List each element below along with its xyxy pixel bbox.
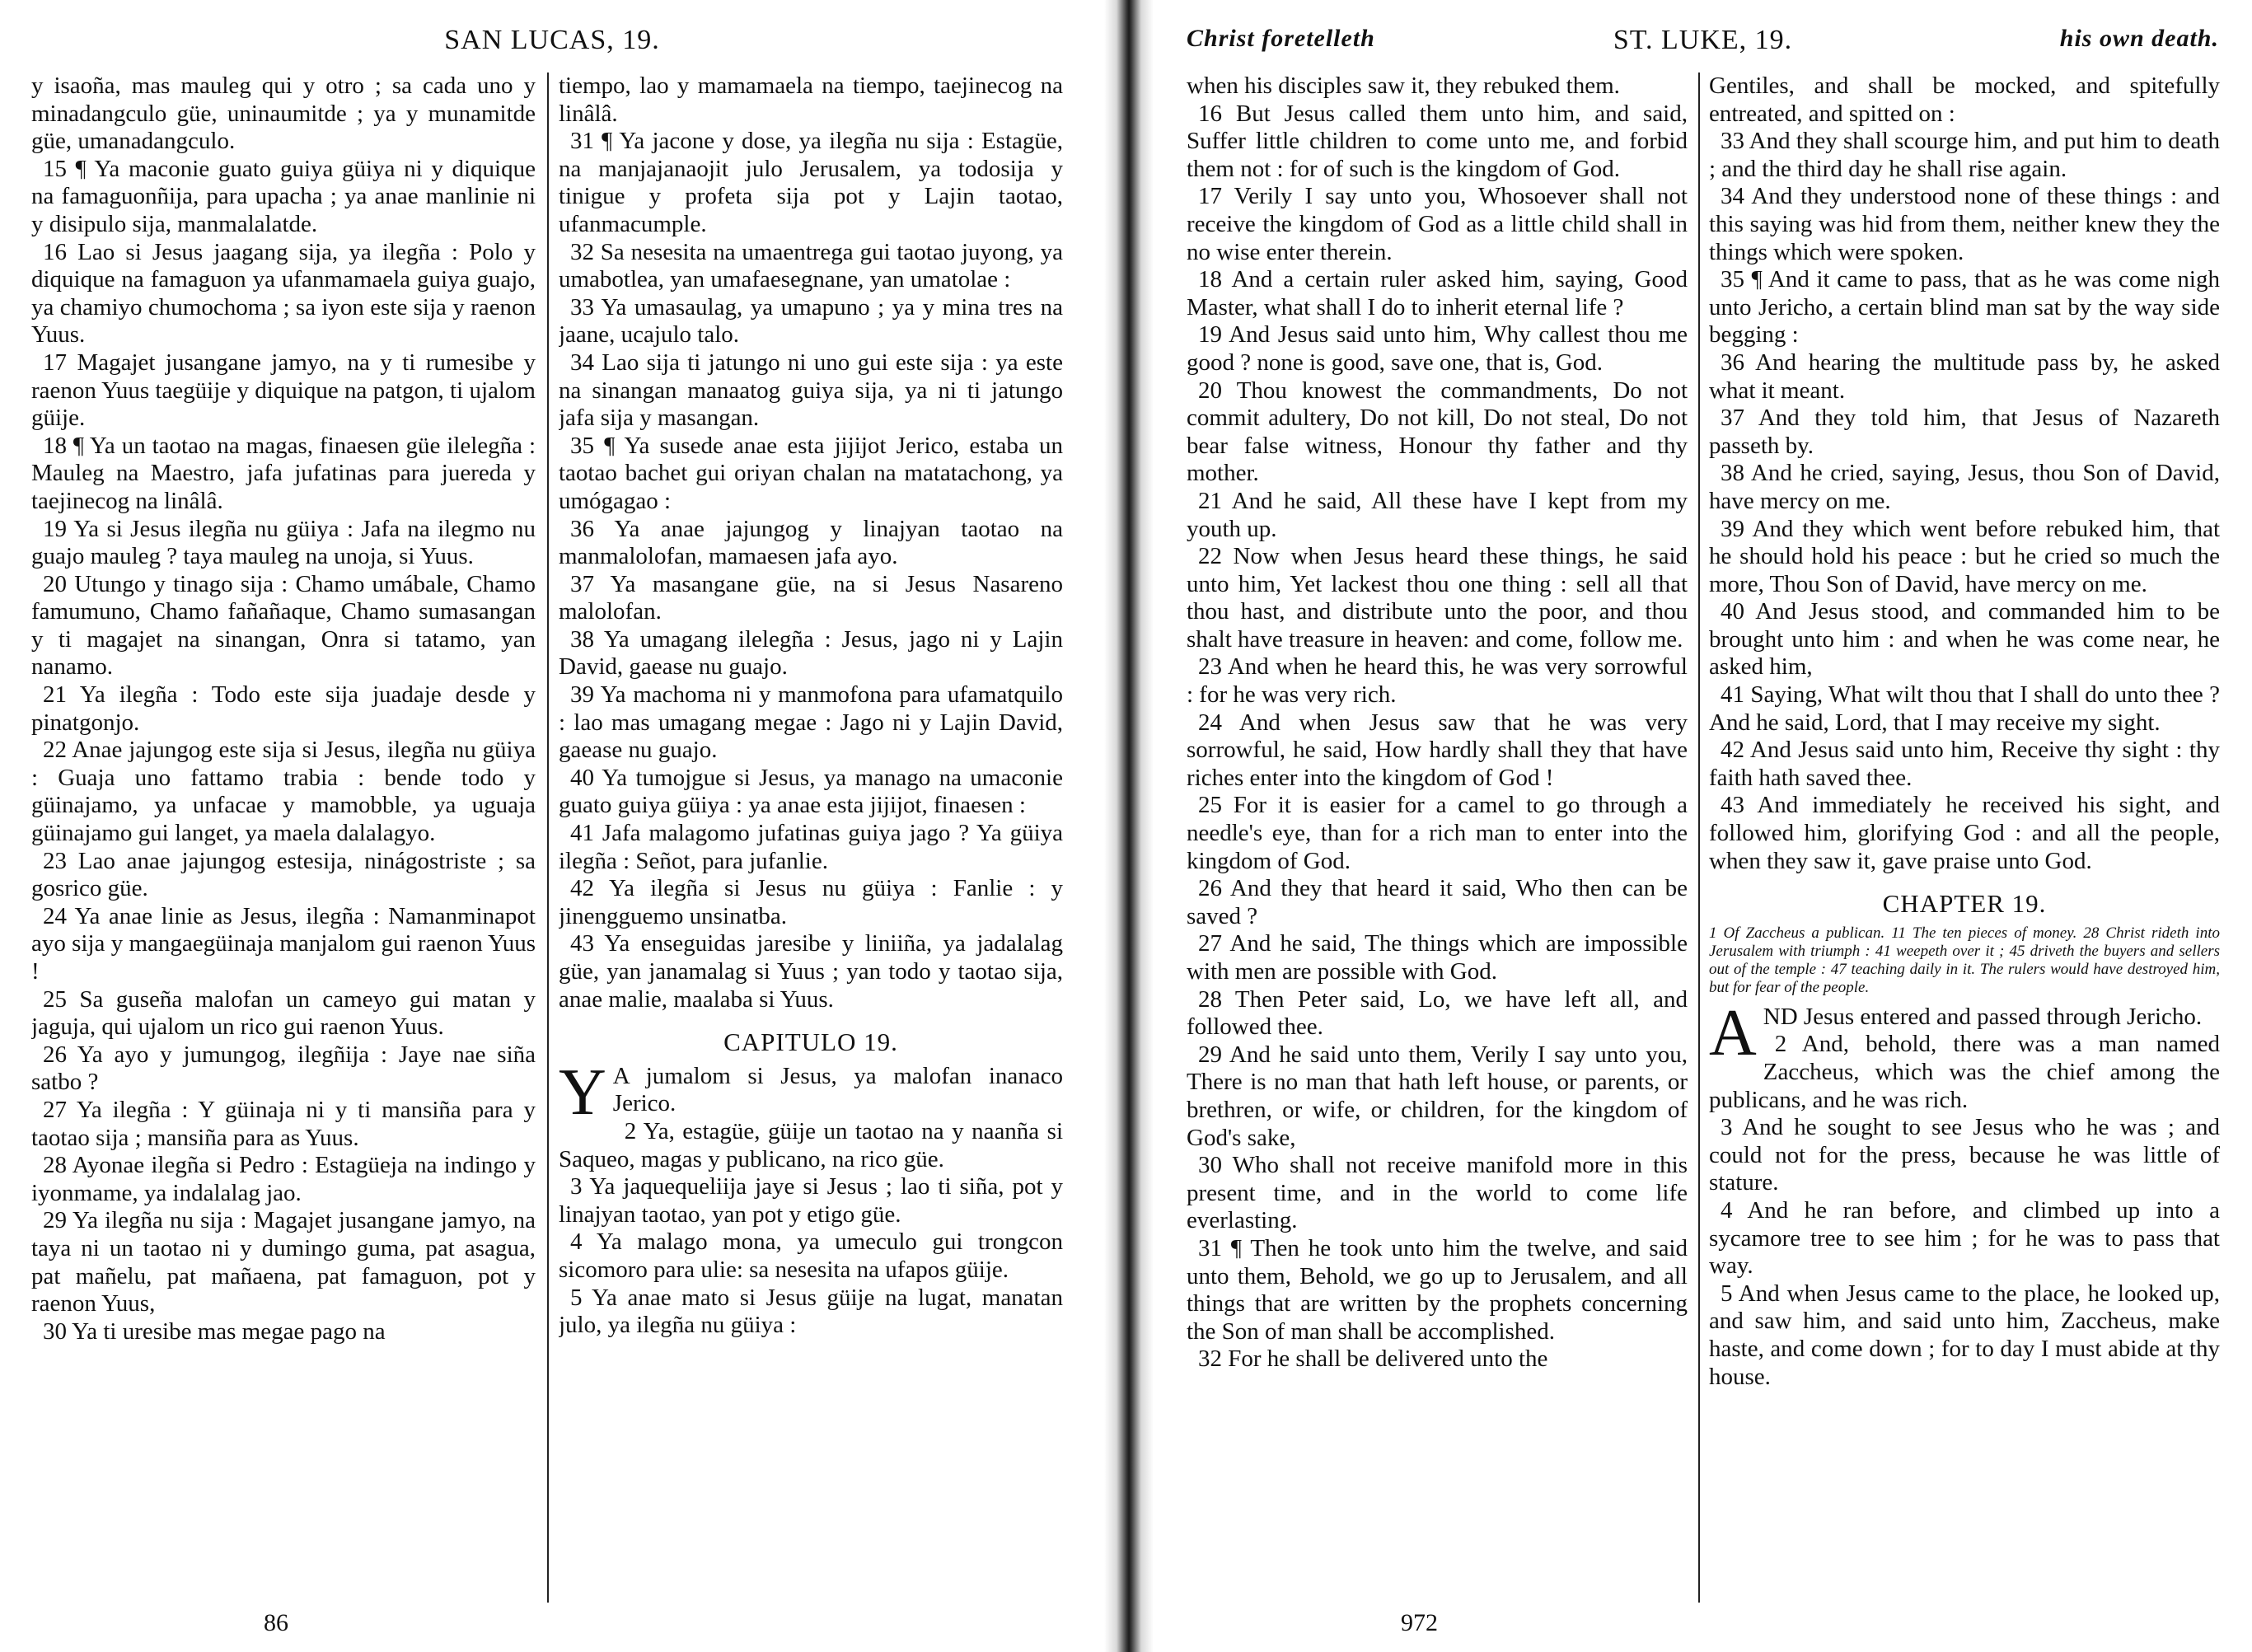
verse: 38 And he cried, saying, Jesus, thou Son of David, have mercy on me. [1709,460,2220,514]
left-column-2-chapter-verses [559,1118,1063,1340]
verse: 18 And a certain ruler asked him, saying, Good Master, what shall I do to inherit eternal life ? [1187,266,1688,321]
verse: 2 And, behold, there was a man named Zaccheus, which was the chief among the publicans, and he was rich. [1709,1031,2220,1113]
right-page-number: 972 [1401,1609,1438,1636]
verse: 38 Ya umagang ilelegña : Jesus, jago ni y Lajin David, gaease nu guajo. [559,625,1063,681]
verse: 37 Ya masangane güe, na si Jesus Nasareno malolofan. [559,570,1063,625]
verse: 29 And he said unto them, Verily I say unto you, There is no man that hath left house, or parents, or brethren, or wife, or children, for the kingdom of God's sake, [1187,1041,1688,1151]
right-dropcap: A [1709,996,1757,1069]
verse: 18 ¶ Ya un taotao na magas, finaesen güe ilelegña : Mauleg na Maestro, jafa jufatinas para juereda y taejinecog na linâlâ. [31,432,536,514]
left-column-2-verses [559,73,1063,1013]
verse: 27 And he said, The things which are impossible with men are possible with God. [1187,930,1688,985]
right-page [1154,0,2252,1652]
verse: 22 Anae jajungog este sija si Jesus, ilegña nu güiya : Guaja uno fattamo trabia : bende todo y güinajamo, ya unfacae y mamobble, ya uguaja güinajamo gui langet, ya maela dalalagyo. [31,737,536,847]
verse: 28 Then Peter said, Lo, we have left all, and followed thee. [1187,985,1688,1041]
verse: 15 ¶ Ya maconie guato guiya güiya ni y diquique na famaguonñija, para upacha ; ya anae manlinie ni y disipulo sija, manmalalatde. [31,155,536,237]
book-gutter [1104,0,1154,1652]
verse: 5 And when Jesus came to the place, he looked up, and saw him, and said unto him, Zaccheus, make haste, and come down ; for to day I must abide at thy house. [1709,1280,2220,1390]
right-column-2-verses [1709,73,2220,875]
left-page [0,0,1104,1652]
verse: 36 Ya anae jajungog y linajyan taotao na manmalolofan, mamaesen jafa ayo. [559,515,1063,570]
verse: 32 Sa nesesita na umaentrega gui taotao juyong, ya umabotlea, yan umafaesegnane, yan umatolae : [559,238,1063,293]
verse: 34 Lao sija ti jatungo ni uno gui este sija : ya este na sinangan manaatog guiya sija, ya ni ti jatungo jafa sija y masangan. [559,349,1063,432]
left-dropcap: Y [559,1055,606,1129]
verse: 30 Who shall not receive manifold more in this present time, and in the world to come life everlasting. [1187,1152,1688,1234]
verse: 4 And he ran before, and climbed up into a sycamore tree to see him ; for he was to pass that way. [1709,1196,2220,1280]
verse: 23 And when he heard this, he was very sorrowful : for he was very rich. [1187,653,1688,709]
right-column-1 [1187,73,1688,1603]
verse: 34 And they understood none of these things : and this saying was hid from them, neither knew they the things which were spoken. [1709,183,2220,265]
left-chapter-heading: CAPITULO 19. [723,1027,898,1057]
left-column-rule [547,73,549,1603]
verse: 3 Ya jaquequeliija jaye si Jesus ; lao ti siña, pot y linajyan taotao, yan pot y etigo güe. [559,1173,1063,1228]
verse: 35 ¶ And it came to pass, that as he was come nigh unto Jericho, a certain blind man sat by the way side begging : [1709,266,2220,349]
verse: 24 And when Jesus saw that he was very sorrowful, he said, How hardly shall they that have riches enter into the kingdom of God ! [1187,709,1688,791]
verse: 40 And Jesus stood, and commanded him to be brought unto him : and when he was come near, he asked him, [1709,598,2220,681]
verse: 41 Saying, What wilt thou that I shall do unto thee ? And he said, Lord, that I may receive my sight. [1709,681,2220,736]
verse: 5 Ya anae mato si Jesus güije na lugat, manatan julo, ya ilegña nu güiya : [559,1284,1063,1339]
verse: 20 Thou knowest the commandments, Do not commit adultery, Do not kill, Do not steal, Do not bear false witness, Honour thy father and thy mother. [1187,377,1688,487]
verse: 17 Magajet jusangane jamyo, na y ti rumesibe y raenon Yuus taegüije y diquique na patgon, ti ujalom güije. [31,349,536,432]
left-column-1 [31,73,536,1603]
verse: 40 Ya tumojgue si Jesus, ya manago na umaconie guato guiya güiya : ya anae esta jijijot, finaesen : [559,764,1063,819]
verse: 17 Verily I say unto you, Whosoever shall not receive the kingdom of God as a little child shall in no wise enter therein. [1187,183,1688,265]
verse: 42 And Jesus said unto him, Receive thy sight : thy faith hath saved thee. [1709,737,2220,791]
verse: 33 Ya umasaulag, ya umapuno ; ya y mina tres na jaane, ucajulo talo. [559,293,1063,349]
verse: 2 Ya, estagüe, güije un taotao na y naanña si Saqueo, magas y publicano, na rico güe. [559,1117,1063,1172]
verse: 26 And they that heard it said, Who then can be saved ? [1187,875,1688,929]
verse: 29 Ya ilegña nu sija : Magajet jusangane jamyo, na taya ni un taotao ni y dumingo guma, pat asagua, pat mañelu, pat mañaena, pat famaguon, pot y raenon Yuus, [31,1207,536,1317]
verse: 42 Ya ilegña si Jesus nu güiya : Fanlie : y jinengguemo unsinatba. [559,875,1063,929]
verse: 25 For it is easier for a camel to go through a needle's eye, than for a rich man to enter into the kingdom of God. [1187,792,1688,874]
right-header-left: Christ foretelleth [1187,25,1375,52]
verse: Gentiles, and shall be mocked, and spitefully entreated, and spitted on : [1709,73,2220,127]
verse: 31 ¶ Ya jacone y dose, ya ilegña nu sija : Estagüe, na manjajanaojit julo Jerusalem, ya todosija y tinigue y profeta sija pot y Lajin taotao, ufanmacumple. [559,128,1063,237]
verse: 43 And immediately he received his sight, and followed him, glorifying God : and all the people, when they saw it, gave praise unto God. [1709,792,2220,874]
verse: 43 Ya enseguidas jaresibe y liniiña, ya jadalalag güe, yan janamalag si Yuus ; yan todo y taotao sija, anae malie, maalaba si Yuus. [559,930,1063,1013]
verse: 20 Utungo y tinago sija : Chamo umábale, Chamo famumuno, Chamo fañañaque, Chamo sumasangan y ti magajet na sinangan, Onra si tatamo, yan nanamo. [31,570,536,681]
verse: 30 Ya ti uresibe mas megae pago na [43,1317,386,1345]
verse: 33 And they shall scourge him, and put him to death ; and the third day he shall rise again. [1709,128,2220,182]
right-column-2-chapter-verses [1709,1031,2220,1391]
verse: 26 Ya ayo y jumungog, ilegñija : Jaye nae siña satbo ? [31,1041,536,1096]
right-header-right: his own death. [2059,25,2219,52]
verse: 37 And they told him, that Jesus of Nazareth passeth by. [1709,405,2220,459]
verse: 36 And hearing the multitude pass by, he asked what it meant. [1709,349,2220,404]
verse: 16 But Jesus called them unto him, and said, Suffer little children to come unto me, and forbid them not : for of such is the kingdom of God. [1187,100,1688,182]
left-page-header [0,25,1104,66]
left-page-number: 86 [264,1609,288,1636]
left-column-2 [559,73,1063,1603]
verse: 31 ¶ Then he took unto him the twelve, and said unto them, Behold, we go up to Jerusalem, and all things that are written by the prophets concerning the Son of man shall be accomplished. [1187,1234,1688,1345]
verse: 22 Now when Jesus heard these things, he said unto him, Yet lackest thou one thing : sell all that thou hast, and distribute unto the poor, and thou shalt have treasure in heaven: and come, follow me. [1187,543,1688,653]
right-running-title: ST. LUKE, 19. [1613,25,1793,55]
verse: 39 And they which went before rebuked him, that he should hold his peace : but he cried so much the more, Thou Son of David, have mercy on me. [1709,515,2220,597]
verse: 25 Sa guseña malofan un cameyo gui matan y jaguja, qui ujalom un rico gui raenon Yuus. [31,985,536,1041]
right-page-header [1154,25,2252,66]
verse: y isaoña, mas mauleg qui y otro ; sa cada uno y minadangculo güe, uninaumitde ; ya y munamitde güe, umanadangculo. [31,73,536,155]
right-first-verse-text: ND Jesus entered and passed through Jericho. [1763,1003,2203,1030]
verse: 24 Ya anae linie as Jesus, ilegña : Namanminapot ayo sija y mangaegüinaja manjalom gui raenon Yuus ! [31,902,536,985]
verse: 4 Ya malago mona, ya umeculo gui trongcon sicomoro para ulie: sa nesesita na ufapos güije. [559,1228,1063,1283]
verse: 19 Ya si Jesus ilegña nu güiya : Jafa na ilegmo nu guajo mauleg ? taya mauleg na unoja, si Yuus. [31,515,536,570]
verse: 32 For he shall be delivered unto the [1198,1345,1548,1373]
right-chapter-first-verse [1709,996,2220,1069]
verse: 41 Jafa malagomo jufatinas guiya jago ? Ya güiya ilegña : Señot, para jufanlie. [559,820,1063,874]
verse: 28 Ayonae ilegña si Pedro : Estagüeja na indingo y iyonmame, ya indalalag jao. [31,1152,536,1206]
verse: 3 And he sought to see Jesus who he was ; and could not for the press, because he was little of stature. [1709,1114,2220,1196]
right-chapter-summary: 1 Of Zaccheus a publican. 11 The ten pieces of money. 28 Christ rideth into Jerusalem with triumph : 41 weepeth over it ; 45 driveth the buyers and sellers out of the temple : 47 teaching daily in it. The rulers would have destroyed him, but for fear of the people. [1709,924,2220,996]
verse: 21 Ya ilegña : Todo este sija juadaje desde y pinatgonjo. [31,681,536,736]
left-first-verse-text: A jumalom si Jesus, ya malofan inanaco Jerico. [612,1062,1063,1117]
verse: 23 Lao anae jajungog estesija, ninágostriste ; sa gosrico güe. [31,847,536,902]
verse: tiempo, lao y mamamaela na tiempo, taejinecog na linâlâ. [559,73,1063,127]
verse: 16 Lao si Jesus jaagang sija, ya ilegña : Polo y diquique na famaguon ya ufanmamaela guiya guajo, ya chamiyo chumochoma ; sa iyon este sija y raenon Yuus. [31,238,536,349]
verse: 27 Ya ilegña : Y güinaja ni y ti mansiña para y taotao sija ; mansiña para as Yuus. [31,1096,536,1151]
verse: 21 And he said, All these have I kept from my youth up. [1187,487,1688,542]
verse: 39 Ya machoma ni y manmofona para ufamatquilo : lao mas umagang megae : Jago ni y Lajin David, gaease nu guajo. [559,681,1063,764]
right-column-2 [1709,73,2220,1603]
left-chapter-first-verse [559,1055,1063,1129]
verse: 35 ¶ Ya susede anae esta jijijot Jerico, estaba un taotao bachet gui oriyan chalan na matatachong, ya umógagao : [559,432,1063,514]
verse: when his disciples saw it, they rebuked them. [1187,73,1620,99]
right-chapter-heading: CHAPTER 19. [1882,889,2047,919]
verse: 19 And Jesus said unto him, Why callest thou me good ? none is good, save one, that is, God. [1187,321,1688,376]
left-running-title: SAN LUCAS, 19. [444,25,660,55]
right-column-rule [1698,73,1700,1603]
